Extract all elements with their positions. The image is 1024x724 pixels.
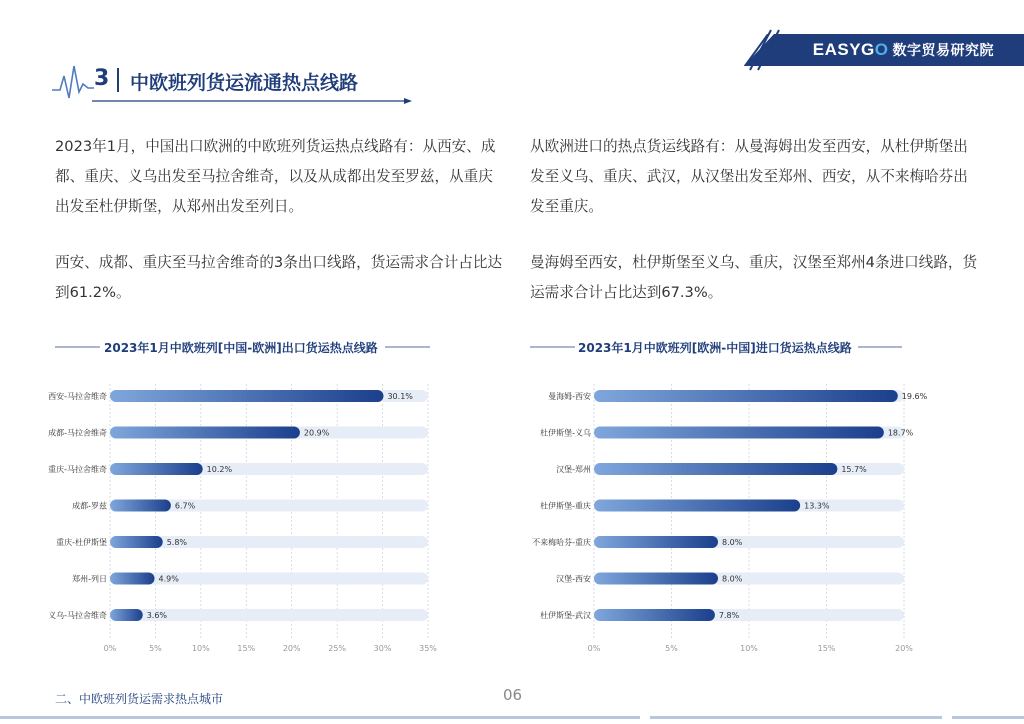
value-label: 6.7% <box>174 501 196 511</box>
value-label: 7.8% <box>718 611 740 620</box>
section-title: 中欧班列货运流通热点线路 <box>130 72 359 94</box>
bar <box>110 536 163 548</box>
value-label: 19.6% <box>901 392 928 401</box>
export-routes-chart <box>0 370 512 670</box>
right-paragraph-1: 从欧洲进口的热点货运线路有：从曼海姆出发至西安，从杜伊斯堡出发至义乌、重庆、武汉，从汉堡出发至郑州、西安，从不来梅哈芬出发至重庆。 <box>530 138 968 215</box>
x-tick-label: 10% <box>740 644 758 653</box>
category-label: 重庆-杜伊斯堡 <box>56 538 107 547</box>
bar <box>594 609 715 621</box>
chart1-title: 2023年1月中欧班列[中国-欧洲]出口货运热点线路 <box>104 341 378 355</box>
bar <box>110 463 203 475</box>
value-label: 8.0% <box>722 574 743 584</box>
category-label: 汉堡-郑州 <box>556 465 591 474</box>
page-number: 06 <box>503 686 523 704</box>
value-label: 4.9% <box>158 574 179 584</box>
category-label: 重庆-马拉舍维奇 <box>48 465 107 474</box>
brand-logo <box>813 40 994 60</box>
brand-stripes-icon <box>745 28 785 72</box>
section-underline <box>92 98 414 104</box>
brand-subtitle: 数字贸易研究院 <box>892 42 994 58</box>
bar <box>594 390 898 402</box>
bar <box>110 573 155 585</box>
bar <box>110 427 300 439</box>
category-label: 成都-罗兹 <box>72 501 107 511</box>
footer-rule-left <box>0 716 640 719</box>
chart2-title: 2023年1月中欧班列[欧洲-中国]进口货运热点线路 <box>578 341 852 355</box>
bar <box>110 609 143 621</box>
x-tick-label: 20% <box>282 644 301 653</box>
category-label: 义乌-马拉舍维奇 <box>48 611 107 620</box>
category-label: 杜伊斯堡-重庆 <box>540 501 591 511</box>
value-label: 13.3% <box>804 501 830 511</box>
x-tick-label: 0% <box>587 644 601 653</box>
footer-label: 二、中欧班列货运需求热点城市 <box>55 692 224 706</box>
value-label: 20.9% <box>303 428 330 438</box>
category-label: 汉堡-西安 <box>556 574 591 584</box>
bar <box>594 427 884 439</box>
bar <box>594 573 718 585</box>
pulse-icon <box>52 62 94 102</box>
x-tick-label: 5% <box>149 644 162 653</box>
category-label: 不来梅哈芬-重庆 <box>532 538 591 547</box>
bar <box>594 536 718 548</box>
footer-rule-right <box>952 716 1024 719</box>
category-label: 杜伊斯堡-武汉 <box>540 611 591 620</box>
x-tick-label: 25% <box>328 644 347 653</box>
bar <box>594 463 837 475</box>
section-divider <box>117 68 119 92</box>
value-label: 3.6% <box>146 611 168 620</box>
category-label: 西安-马拉舍维奇 <box>48 392 107 401</box>
left-paragraph-1: 2023年1月，中国出口欧洲的中欧班列货运热点线路有：从西安、成都、重庆、义乌出发至马拉舍维奇，以及从成都出发至罗兹，从重庆出发至杜伊斯堡，从郑州出发至列日。 <box>55 138 496 215</box>
brand-name: EASYGO <box>812 40 889 59</box>
category-label: 郑州-列日 <box>72 574 107 584</box>
category-label: 曼海姆-西安 <box>548 392 591 401</box>
value-label: 15.7% <box>841 465 867 474</box>
right-paragraph-2: 曼海姆至西安，杜伊斯堡至义乌、重庆，汉堡至郑州4条进口线路，货运需求合计占比达到67.3%。 <box>530 254 978 301</box>
x-tick-label: 15% <box>817 644 836 653</box>
x-tick-label: 30% <box>373 644 392 653</box>
bar <box>110 500 171 512</box>
bar <box>110 390 383 402</box>
section-number: 3 <box>94 66 110 91</box>
value-label: 5.8% <box>166 538 188 547</box>
x-tick-label: 20% <box>895 644 913 653</box>
import-routes-chart <box>512 370 1024 670</box>
value-label: 18.7% <box>887 428 914 438</box>
footer-rule-mid <box>650 716 942 719</box>
category-label: 杜伊斯堡-义乌 <box>540 428 591 438</box>
value-label: 8.0% <box>722 538 743 547</box>
x-tick-label: 10% <box>191 644 210 653</box>
value-label: 30.1% <box>387 392 413 401</box>
x-tick-label: 5% <box>665 644 678 653</box>
x-tick-label: 15% <box>237 644 256 653</box>
left-paragraph-2: 西安、成都、重庆至马拉舍维奇的3条出口线路，货运需求合计占比达到61.2%。 <box>55 254 503 301</box>
bar <box>594 500 800 512</box>
value-label: 10.2% <box>206 465 233 474</box>
x-tick-label: 35% <box>419 644 437 653</box>
category-label: 成都-马拉舍维奇 <box>48 428 107 438</box>
x-tick-label: 0% <box>103 644 117 653</box>
